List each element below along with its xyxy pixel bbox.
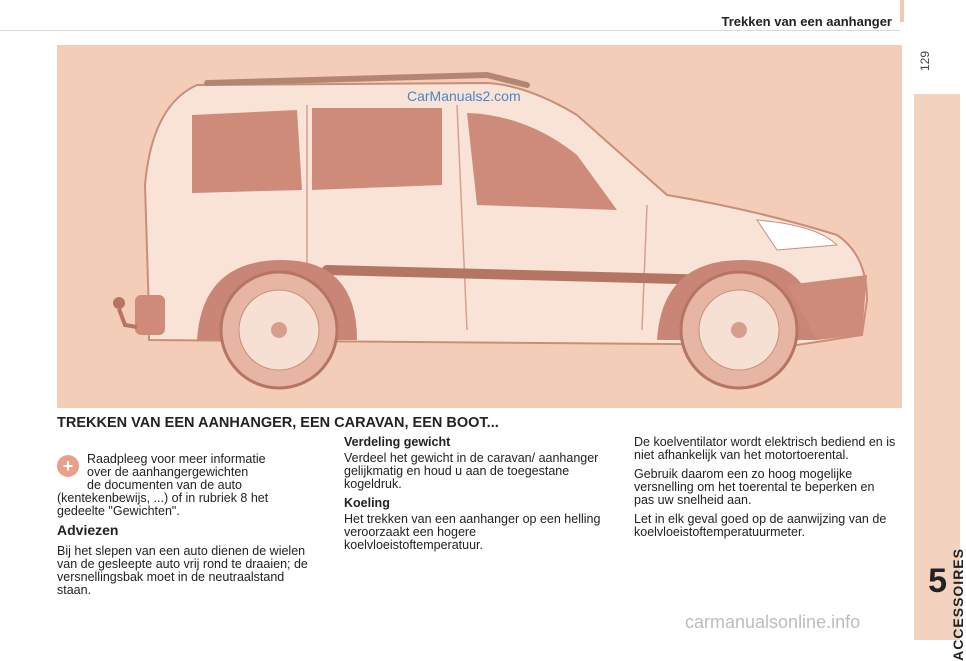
watermark-bottom: carmanualsonline.info xyxy=(685,612,861,632)
page-number: 129 xyxy=(918,50,932,72)
column-1 xyxy=(57,453,319,603)
column-3 xyxy=(634,436,896,545)
weight-heading: Verdeling gewicht xyxy=(344,435,451,449)
weight-paragraph: Verdeel het gewicht in de caravan/ aanhanger gelijkmatig en houd u aan de toegestane kogeldruk. xyxy=(344,451,599,491)
info-line-2: over de aanhangergewichten xyxy=(87,465,249,479)
page-header-title: Trekken van een aanhanger xyxy=(721,14,892,29)
info-line-3: de documenten van de auto xyxy=(87,478,242,492)
gear-paragraph: Gebruik daarom een zo hoog mogelijke versnelling om het toerental te beperken en pas uw snelheid aan. xyxy=(634,467,875,507)
info-line-4: (kentekenbewijs, ...) of in rubriek 8 het gedeelte "Gewichten". xyxy=(57,491,269,518)
advice-paragraph: Bij het slepen van een auto dienen de wielen van de gesleepte auto vrij rond te draaien; de versnellingsbak moet in de neutraalstand staan. xyxy=(57,544,308,597)
advice-heading: Adviezen xyxy=(57,522,119,538)
header-rule xyxy=(0,30,900,31)
watermark-top: CarManuals2.com xyxy=(407,88,521,104)
cooling-paragraph: Het trekken van een aanhanger op een helling veroorzaakt een hogere koelvloeistoftemperatuur. xyxy=(344,512,601,552)
chapter-number: 5 xyxy=(928,562,947,600)
info-line-1: Raadpleeg voor meer informatie xyxy=(87,452,266,466)
column-2 xyxy=(344,436,606,558)
plus-glyph: + xyxy=(62,456,74,476)
cooling-heading: Koeling xyxy=(344,496,390,510)
section-title: TREKKEN VAN EEN AANHANGER, EEN CARAVAN, EEN BOOT... xyxy=(57,415,499,431)
car-illustration xyxy=(57,45,902,408)
gauge-paragraph: Let in elk geval goed op de aanwijzing van de koelvloeistoftemperatuurmeter. xyxy=(634,512,887,539)
header-accent xyxy=(900,0,904,22)
chapter-tab-label: ACCESSOIRES xyxy=(950,548,966,661)
fan-paragraph: De koelventilator wordt elektrisch bediend en is niet afhankelijk van het motortoerental. xyxy=(634,435,896,462)
